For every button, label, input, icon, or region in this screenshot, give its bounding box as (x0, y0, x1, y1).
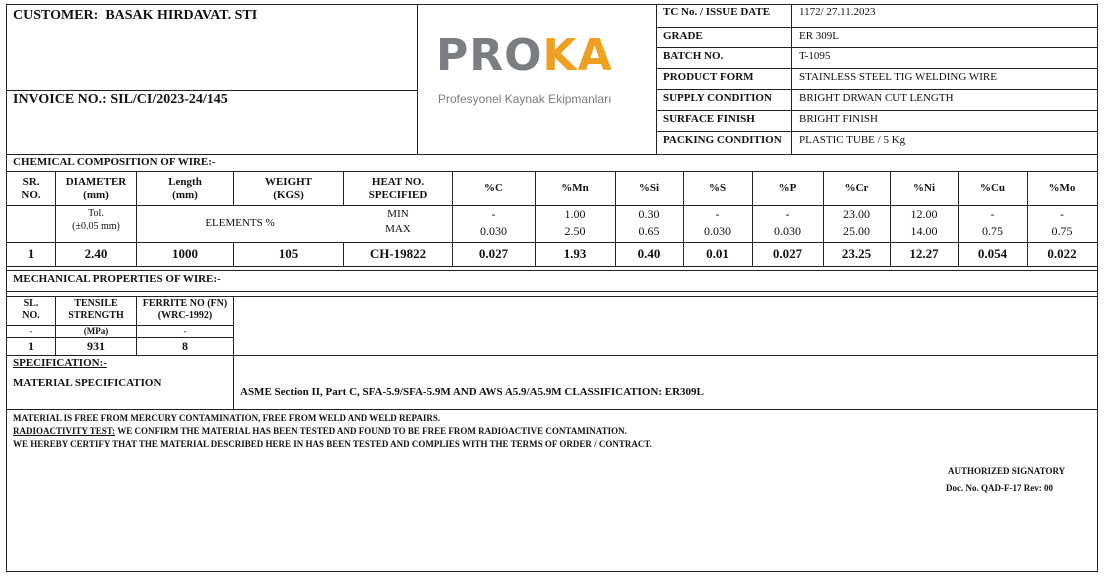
divider (656, 68, 1097, 69)
element-max: 2.50 (564, 224, 586, 238)
divider (7, 296, 1097, 297)
mech-row-sl: 1 (28, 339, 34, 353)
logo-text-pro: PRO (436, 30, 543, 81)
chem-row-heat: CH-19822 (369, 246, 427, 261)
element-actual: 0.054 (977, 246, 1008, 261)
info-value: ER 309L (799, 30, 840, 42)
element-min: 12.00 (910, 207, 938, 221)
info-value: BRIGHT DRWAN CUT LENGTH (799, 92, 954, 104)
element-name: %Cr (844, 182, 869, 194)
element-min: 1.00 (564, 207, 586, 221)
element-min: - (1060, 207, 1064, 221)
info-value: STAINLESS STEEL TIG WELDING WIRE (799, 71, 997, 83)
spec-value: ASME Section II, Part C, SFA-5.9/SFA-5.9M AND AWS A5.9/A5.9M CLASSIFICATION: ER309L (240, 386, 704, 398)
divider (656, 110, 1097, 111)
info-value: PLASTIC TUBE / 5 Kg (799, 134, 906, 146)
divider (656, 89, 1097, 90)
element-actual: 0.01 (706, 246, 729, 261)
chem-header-diameter: DIAMETER (mm) (65, 176, 127, 201)
element-name: %S (708, 182, 727, 194)
note-mercury: MATERIAL IS FREE FROM MERCURY CONTAMINATION, FREE FROM WELD AND WELD REPAIRS. (13, 413, 441, 423)
chem-title: CHEMICAL COMPOSITION OF WIRE:- (13, 156, 216, 168)
chem-header-sr: SR. NO. (21, 176, 41, 201)
info-label: PACKING CONDITION (663, 134, 782, 146)
info-label: SUPPLY CONDITION (663, 92, 772, 104)
mech-header-sl: SL. NO. (22, 298, 40, 321)
element-max: 25.00 (843, 224, 870, 238)
info-label: BATCH NO. (663, 50, 724, 62)
mech-header-tensile: TENSILE STRENGTH (68, 298, 124, 321)
element-name: %Cu (979, 182, 1006, 194)
divider (7, 337, 233, 338)
invoice-line (13, 92, 228, 108)
invoice-value: SIL/CI/2023-24/145 (110, 92, 228, 107)
chem-row-sr: 1 (27, 246, 35, 261)
logo-text-ka: KA (542, 30, 613, 81)
info-value: BRIGHT FINISH (799, 113, 878, 125)
divider (7, 154, 1097, 155)
element-actual: 1.93 (563, 246, 587, 261)
element-actual: 0.40 (637, 246, 661, 261)
spec-title: SPECIFICATION:- (13, 357, 107, 369)
element-actual: 23.25 (841, 246, 872, 261)
company-logo (436, 30, 641, 108)
element-max: 0.65 (638, 224, 660, 238)
element-max: 0.75 (1051, 224, 1073, 238)
element-actual: 0.027 (772, 246, 803, 261)
info-label: SURFACE FINISH (663, 113, 755, 125)
doc-number: Doc. No. QAD-F-17 Rev: 00 (946, 483, 1053, 493)
element-name: %Ni (913, 182, 935, 194)
logo-tagline: Profesyonel Kaynak Ekipmanları (438, 92, 612, 106)
chem-row-weight: 105 (278, 246, 299, 261)
chem-row-length: 1000 (172, 246, 198, 261)
element-min: - (491, 207, 496, 221)
element-name: %Si (638, 182, 660, 194)
divider (656, 47, 1097, 48)
element-min: - (990, 207, 995, 221)
tolerance: Tol. (±0.05 mm) (72, 208, 120, 232)
element-min: - (715, 207, 720, 221)
customer-value: BASAK HIRDAVAT. STI (105, 8, 258, 23)
element-max: 0.030 (704, 224, 731, 238)
element-name: %P (778, 182, 797, 194)
mech-header-ferrite: FERRITE NO (FN) (WRC-1992) (142, 298, 228, 321)
chem-row-diameter: 2.40 (84, 246, 108, 261)
info-value: 1172/ 27.11.2023 (799, 6, 876, 18)
elements-label: ELEMENTS % (205, 217, 275, 229)
divider (7, 242, 1097, 243)
element-actual: 12.27 (909, 246, 939, 261)
mech-row-ferrite: 8 (182, 339, 188, 353)
divider (233, 296, 234, 409)
chem-header-length: Length (mm) (168, 176, 202, 201)
chem-header-weight: WEIGHT (KGS) (264, 176, 313, 201)
divider (7, 90, 417, 91)
element-min: 23.00 (843, 207, 870, 221)
divider (7, 205, 1097, 206)
element-name: %C (484, 182, 503, 194)
divider (7, 171, 1097, 172)
divider (7, 355, 1097, 356)
note-radioactivity: RADIOACTIVITY TEST: WE CONFIRM THE MATERIAL HAS BEEN TESTED AND FOUND TO BE FREE FROM RADIOACTIVE CONTAMINATION. (13, 426, 627, 436)
divider (7, 409, 1097, 410)
customer-line (13, 8, 257, 24)
element-min: - (785, 207, 790, 221)
divider (417, 5, 418, 154)
element-name: %Mo (1048, 182, 1076, 194)
mech-unit-mpa: (MPa) (83, 326, 109, 336)
info-label: GRADE (663, 30, 703, 42)
chem-header-heat: HEAT NO. SPECIFIED (368, 176, 428, 201)
element-actual: 0.027 (478, 246, 509, 261)
customer-label: CUSTOMER: (13, 8, 99, 23)
divider (656, 27, 1097, 28)
element-name: %Mn (561, 182, 589, 194)
element-max: 0.030 (774, 224, 801, 238)
mech-row-tensile: 931 (87, 339, 105, 353)
invoice-label: INVOICE NO.: (13, 92, 107, 107)
divider (7, 266, 1097, 267)
divider (7, 270, 1097, 271)
divider (7, 291, 1097, 292)
authorized-signatory: AUTHORIZED SIGNATORY (948, 466, 1066, 476)
mech-unit-fn: - (183, 326, 187, 336)
divider (656, 131, 1097, 132)
mech-unit-sl: - (29, 326, 33, 336)
info-value: T-1095 (799, 50, 831, 62)
info-label: PRODUCT FORM (663, 71, 754, 83)
element-max: 0.75 (982, 224, 1003, 238)
mech-title: MECHANICAL PROPERTIES OF WIRE:- (13, 273, 221, 285)
min-max-label: MIN MAX (385, 208, 411, 235)
element-max: 14.00 (910, 224, 938, 238)
element-actual: 0.022 (1047, 246, 1077, 261)
element-max: 0.030 (480, 224, 507, 238)
spec-label: MATERIAL SPECIFICATION (13, 377, 162, 389)
info-label: TC No. / ISSUE DATE (663, 6, 771, 18)
element-min: 0.30 (638, 207, 660, 221)
note-certify: WE HEREBY CERTIFY THAT THE MATERIAL DESCRIBED HERE IN HAS BEEN TESTED AND COMPLIES WITH THE TERMS OF ORDER / CONTRACT. (13, 439, 652, 449)
